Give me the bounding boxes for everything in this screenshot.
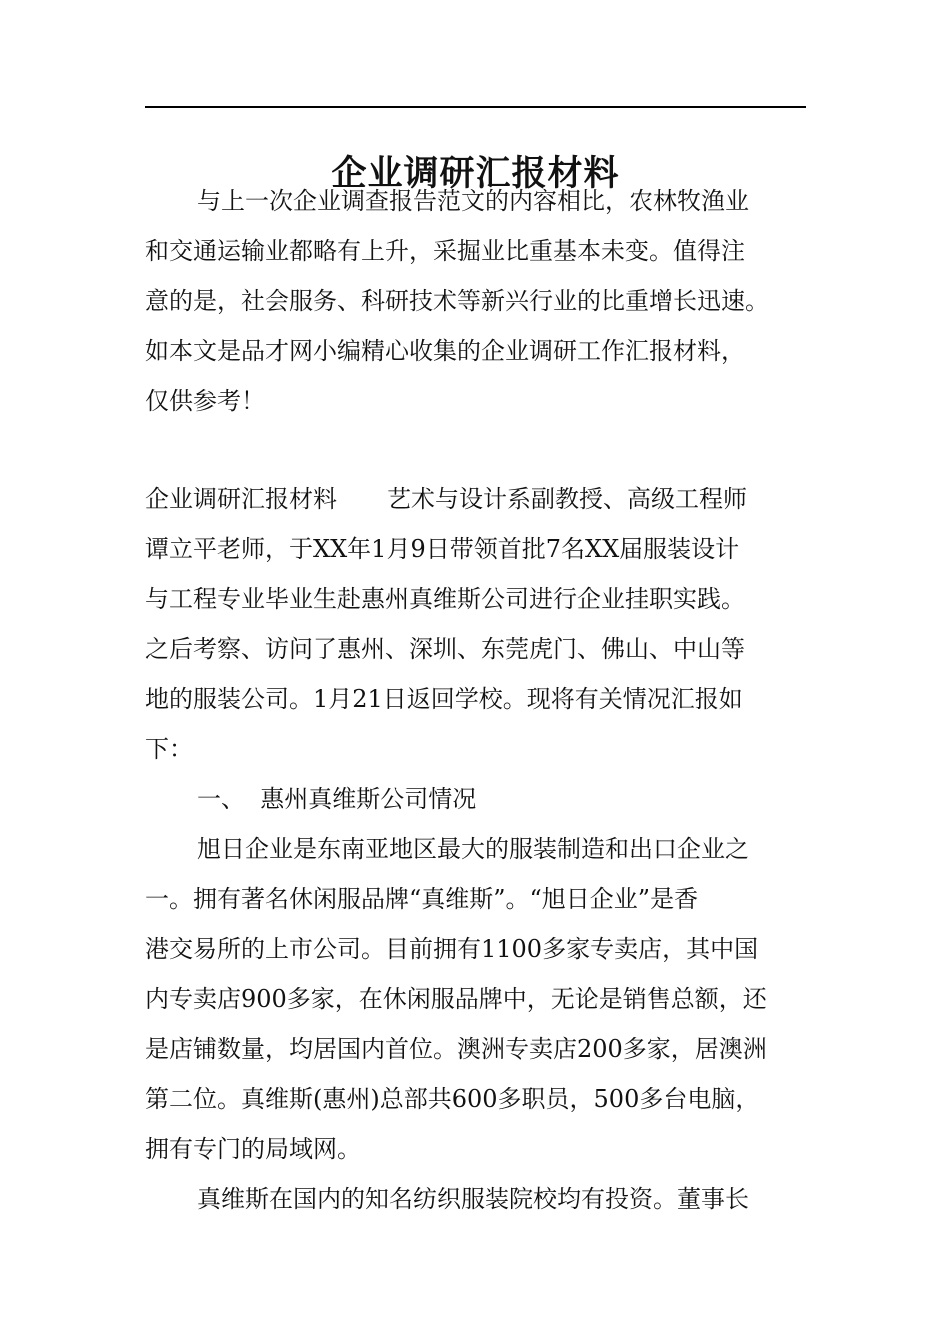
body-heading: 企业调研汇报材料 <box>145 485 337 513</box>
text-line: 之后考察、访问了惠州、深圳、东莞虎门、佛山、中山等 <box>145 635 745 663</box>
text-line: 仅供参考！ <box>145 387 265 415</box>
document-title: 企业调研汇报材料 <box>331 153 620 195</box>
text-line: 一、 惠州真维斯公司情况 <box>197 785 477 813</box>
text-line: 旭日企业是东南亚地区最大的服装制造和出口企业之 <box>197 835 749 863</box>
section-1-paragraph-1 <box>145 824 810 1174</box>
text-line: 内专卖店900多家，在休闲服品牌中，无论是销售总额，还 <box>145 985 767 1013</box>
text-line: 一。拥有著名休闲服品牌“真维斯”。“旭日企业”是香 <box>145 885 699 913</box>
section-1-heading <box>145 774 810 824</box>
text-line: 如本文是品才网小编精心收集的企业调研工作汇报材料， <box>145 337 745 365</box>
text-line: 拥有专门的局域网。 <box>145 1135 361 1163</box>
text-line: 意的是，社会服务、科研技术等新兴行业的比重增长迅速。 <box>145 287 769 315</box>
text-fragment: 艺术与设计系副教授、高级工程师 <box>387 485 747 513</box>
text-line: 港交易所的上市公司。目前拥有1100多家专卖店，其中国 <box>145 935 759 963</box>
text-line: 谭立平老师，于XX年1月9日带领首批7名XX届服装设计 <box>145 535 740 563</box>
text-line: 和交通运输业都略有上升，采掘业比重基本未变。值得注 <box>145 237 745 265</box>
text-line: 真维斯在国内的知名纺织服装院校均有投资。董事长 <box>197 1185 749 1213</box>
text-line: 地的服装公司。1月21日返回学校。现将有关情况汇报如 <box>145 685 743 713</box>
header-rule <box>145 106 806 108</box>
text-line: 与工程专业毕业生赴惠州真维斯公司进行企业挂职实践。 <box>145 585 745 613</box>
text-line <box>145 474 810 524</box>
text-line: 下： <box>145 735 193 763</box>
body-paragraph-1 <box>145 474 810 774</box>
text-line: 与上一次企业调查报告范文的内容相比，农林牧渔业 <box>197 187 749 215</box>
section-1-paragraph-2 <box>145 1174 810 1224</box>
intro-paragraph <box>145 176 810 426</box>
text-line: 是店铺数量，均居国内首位。澳洲专卖店200多家，居澳洲 <box>145 1035 767 1063</box>
text-line: 第二位。真维斯(惠州)总部共600多职员，500多台电脑， <box>145 1085 760 1113</box>
